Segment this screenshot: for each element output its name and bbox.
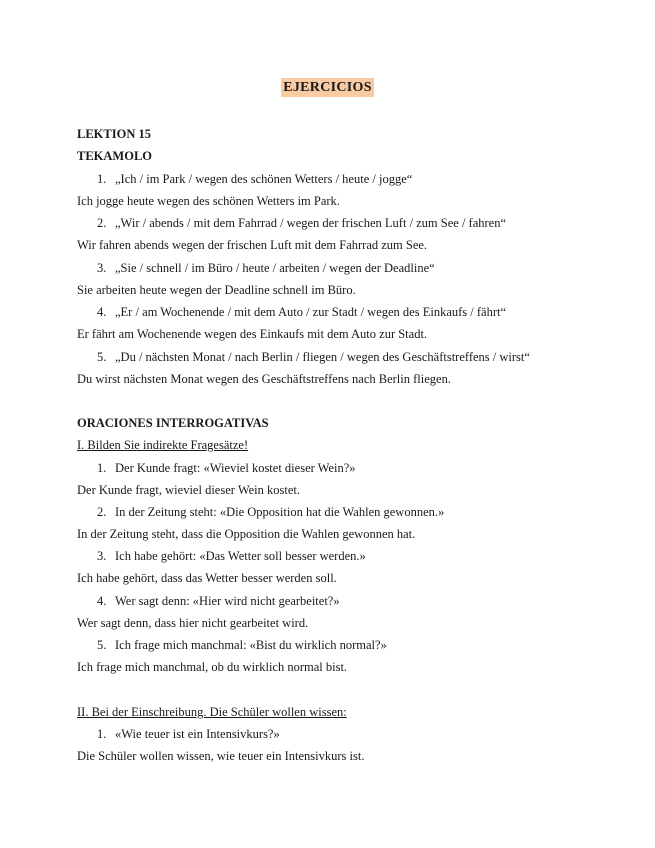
exercise-item bbox=[97, 637, 387, 653]
item-number: 1. bbox=[97, 172, 107, 186]
item-number: 2. bbox=[97, 505, 107, 519]
exercise-item bbox=[97, 215, 506, 231]
item-number: 3. bbox=[97, 549, 107, 563]
item-prompt: Der Kunde fragt: «Wieviel kostet dieser Wein?» bbox=[115, 461, 356, 475]
topic-heading: TEKAMOLO bbox=[77, 149, 153, 163]
exercise-item bbox=[97, 504, 444, 520]
exercise-instruction: I. Bilden Sie indirekte Fragesätze! bbox=[77, 438, 249, 452]
item-prompt: Ich frage mich manchmal: «Bist du wirklich normal?» bbox=[115, 638, 387, 652]
item-answer: Der Kunde fragt, wieviel dieser Wein kostet. bbox=[77, 483, 300, 497]
item-prompt: In der Zeitung steht: «Die Opposition hat die Wahlen gewonnen.» bbox=[115, 505, 445, 519]
exercise-item bbox=[97, 460, 356, 476]
item-number: 4. bbox=[97, 594, 107, 608]
item-number: 1. bbox=[97, 461, 107, 475]
item-answer: Ich habe gehört, dass das Wetter besser werden soll. bbox=[77, 571, 337, 585]
item-answer: Ich jogge heute wegen des schönen Wetters im Park. bbox=[77, 194, 340, 208]
item-answer: Die Schüler wollen wissen, wie teuer ein Intensivkurs ist. bbox=[77, 749, 365, 763]
item-prompt: „Wir / abends / mit dem Fahrrad / wegen der frischen Luft / zum See / fahren“ bbox=[115, 216, 507, 230]
exercise-item bbox=[97, 304, 506, 320]
item-number: 1. bbox=[97, 727, 107, 741]
exercise-instruction: II. Bei der Einschreibung. Die Schüler wollen wissen: bbox=[77, 705, 347, 719]
exercise-item bbox=[97, 171, 412, 187]
exercise-item bbox=[97, 593, 340, 609]
section-heading: ORACIONES INTERROGATIVAS bbox=[77, 416, 269, 430]
item-prompt: Wer sagt denn: «Hier wird nicht gearbeitet?» bbox=[115, 594, 340, 608]
item-prompt: «Wie teuer ist ein Intensivkurs?» bbox=[115, 727, 280, 741]
exercise-item bbox=[97, 349, 530, 365]
exercise-item bbox=[97, 726, 280, 742]
item-answer: In der Zeitung steht, dass die Opposition die Wahlen gewonnen hat. bbox=[77, 527, 416, 541]
item-answer: Ich frage mich manchmal, ob du wirklich normal bist. bbox=[77, 660, 348, 674]
exercise-item bbox=[97, 260, 435, 276]
item-number: 2. bbox=[97, 216, 107, 230]
item-answer: Wir fahren abends wegen der frischen Luft mit dem Fahrrad zum See. bbox=[77, 238, 428, 252]
item-number: 4. bbox=[97, 305, 107, 319]
item-answer: Wer sagt denn, dass hier nicht gearbeitet wird. bbox=[77, 616, 309, 630]
item-prompt: „Ich / im Park / wegen des schönen Wetters / heute / jogge“ bbox=[115, 172, 413, 186]
item-prompt: „Sie / schnell / im Büro / heute / arbeiten / wegen der Deadline“ bbox=[115, 261, 435, 275]
item-answer: Du wirst nächsten Monat wegen des Geschäftstreffens nach Berlin fliegen. bbox=[77, 372, 451, 386]
item-answer: Er fährt am Wochenende wegen des Einkaufs mit dem Auto zur Stadt. bbox=[77, 327, 428, 341]
exercise-item bbox=[97, 548, 366, 564]
item-prompt: „Er / am Wochenende / mit dem Auto / zur Stadt / wegen des Einkaufs / fährt“ bbox=[115, 305, 507, 319]
item-number: 5. bbox=[97, 638, 107, 652]
item-answer: Sie arbeiten heute wegen der Deadline schnell im Büro. bbox=[77, 283, 356, 297]
item-number: 5. bbox=[97, 350, 107, 364]
page-title: EJERCICIOS bbox=[283, 80, 372, 95]
item-prompt: Ich habe gehört: «Das Wetter soll besser werden.» bbox=[115, 549, 366, 563]
item-number: 3. bbox=[97, 261, 107, 275]
title-container bbox=[0, 78, 655, 97]
lesson-heading: LEKTION 15 bbox=[77, 127, 151, 141]
item-prompt: „Du / nächsten Monat / nach Berlin / fliegen / wegen des Geschäftstreffens / wirst“ bbox=[115, 350, 530, 364]
